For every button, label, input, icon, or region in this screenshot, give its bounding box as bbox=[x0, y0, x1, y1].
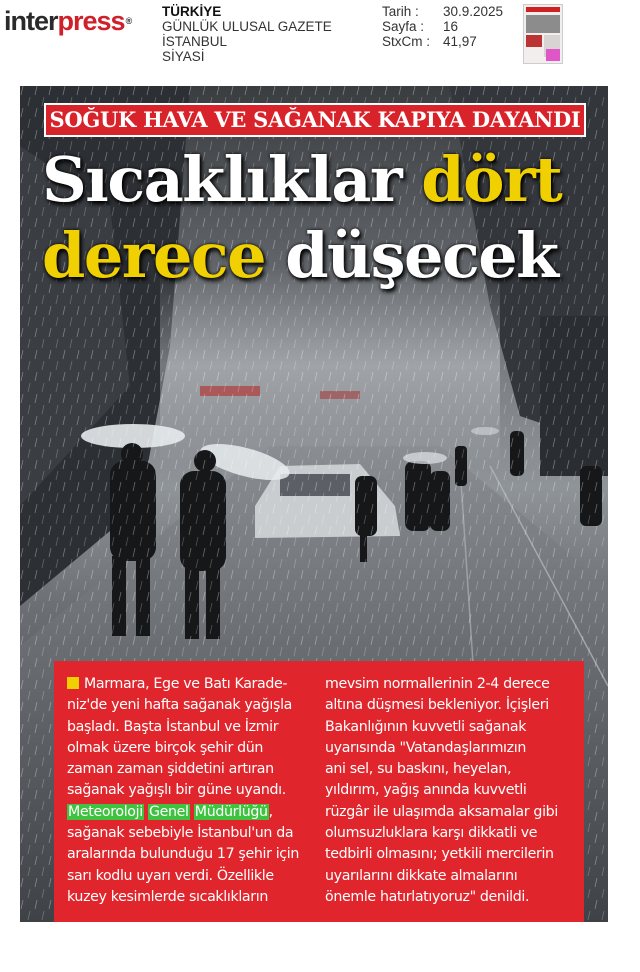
headline-word-yellow-1: dört bbox=[421, 143, 562, 216]
body-line: rüzgâr ile ulaşımda aksamalar gibi bbox=[325, 803, 558, 820]
body-line: Bakanlığının kuvvetli sağanak bbox=[325, 718, 527, 735]
article-clipping bbox=[20, 86, 608, 922]
headline-word-white-1: Sıcaklıklar bbox=[42, 143, 402, 216]
meta-value-stxcm: 41,97 bbox=[443, 34, 477, 49]
body-line: kuzey kesimlerde sıcaklıkların bbox=[67, 888, 268, 905]
body-line-highlighted: Meteoroloji Genel Müdürlüğü, bbox=[68, 803, 273, 820]
paragraph-marker-square-icon bbox=[67, 677, 79, 689]
article-column-left bbox=[67, 674, 307, 908]
highlighted-term: Genel bbox=[148, 803, 189, 820]
headline-line-1 bbox=[42, 142, 602, 218]
meta-values bbox=[443, 4, 503, 49]
interpress-logo bbox=[4, 6, 131, 36]
headline-word-white-2: düşecek bbox=[285, 219, 558, 292]
body-line: ani sel, su baskını, heyelan, bbox=[325, 761, 512, 778]
body-line: aralarında bulunduğu 17 şehir için bbox=[67, 846, 299, 863]
article-column-right bbox=[325, 674, 575, 908]
meta-label-stxcm: StxCm : bbox=[382, 34, 431, 49]
publication-city: İSTANBUL bbox=[162, 34, 228, 49]
publication-info bbox=[162, 4, 332, 64]
logo-text-inter: inter bbox=[4, 6, 58, 36]
publication-name: TÜRKİYE bbox=[162, 4, 222, 19]
headline-word-yellow-2: derece bbox=[42, 219, 266, 292]
body-line: mevsim normallerinin 2-4 derece bbox=[325, 676, 550, 692]
body-line: sağanak yağışlı bir güne uyandı. bbox=[67, 782, 286, 799]
body-line: önemle hatırlatıyoruz" denildi. bbox=[325, 888, 530, 905]
body-line: olumsuzluklara karşı dikkatli ve bbox=[325, 825, 538, 842]
headline-kicker: SOĞUK HAVA VE SAĞANAK KAPIYA DAYANDI bbox=[44, 103, 586, 137]
body-line: sarı kodlu uyarı verdi. Özellikle bbox=[67, 867, 274, 884]
meta-value-page: 16 bbox=[443, 19, 459, 34]
logo-text-press: press bbox=[57, 6, 125, 36]
body-line: uyarısında "Vatandaşlarımızın bbox=[325, 739, 526, 756]
body-line: tedbirli olmasını; yetkili mercilerin bbox=[325, 846, 554, 863]
body-line: zaman zaman şiddetini artıran bbox=[67, 761, 274, 778]
meta-labels bbox=[382, 4, 430, 49]
article-headline bbox=[42, 142, 602, 294]
body-line: Marmara, Ege ve Batı Karade- bbox=[67, 674, 307, 695]
body-line: sağanak sebebiyle İstanbul'un da bbox=[67, 825, 294, 842]
body-line: olmak üzere birçok şehir dün bbox=[67, 739, 264, 756]
publication-section: SİYASİ bbox=[162, 49, 205, 64]
highlighted-term: Müdürlüğü bbox=[194, 803, 268, 820]
page-thumbnail[interactable] bbox=[523, 4, 563, 64]
body-line: yıldırım, yağış anında kuvvetli bbox=[325, 782, 527, 799]
meta-label-page: Sayfa : bbox=[382, 19, 425, 34]
meta-value-date: 30.9.2025 bbox=[443, 4, 504, 19]
body-line: altına düşmesi bekleniyor. İçişleri bbox=[325, 697, 549, 714]
headline-line-2 bbox=[42, 218, 602, 294]
highlighted-term: Meteoroloji bbox=[68, 803, 143, 820]
body-line: başladı. Başta İstanbul ve İzmir bbox=[67, 718, 279, 735]
logo-registered-mark: ® bbox=[125, 16, 132, 26]
meta-label-date: Tarih : bbox=[382, 4, 419, 19]
body-line: uyarılarını dikkate almalarını bbox=[325, 867, 518, 884]
article-body bbox=[54, 661, 584, 922]
body-line: niz'de yeni hafta sağanak yağışla bbox=[67, 697, 293, 714]
publication-type: GÜNLÜK ULUSAL GAZETE bbox=[162, 19, 332, 34]
